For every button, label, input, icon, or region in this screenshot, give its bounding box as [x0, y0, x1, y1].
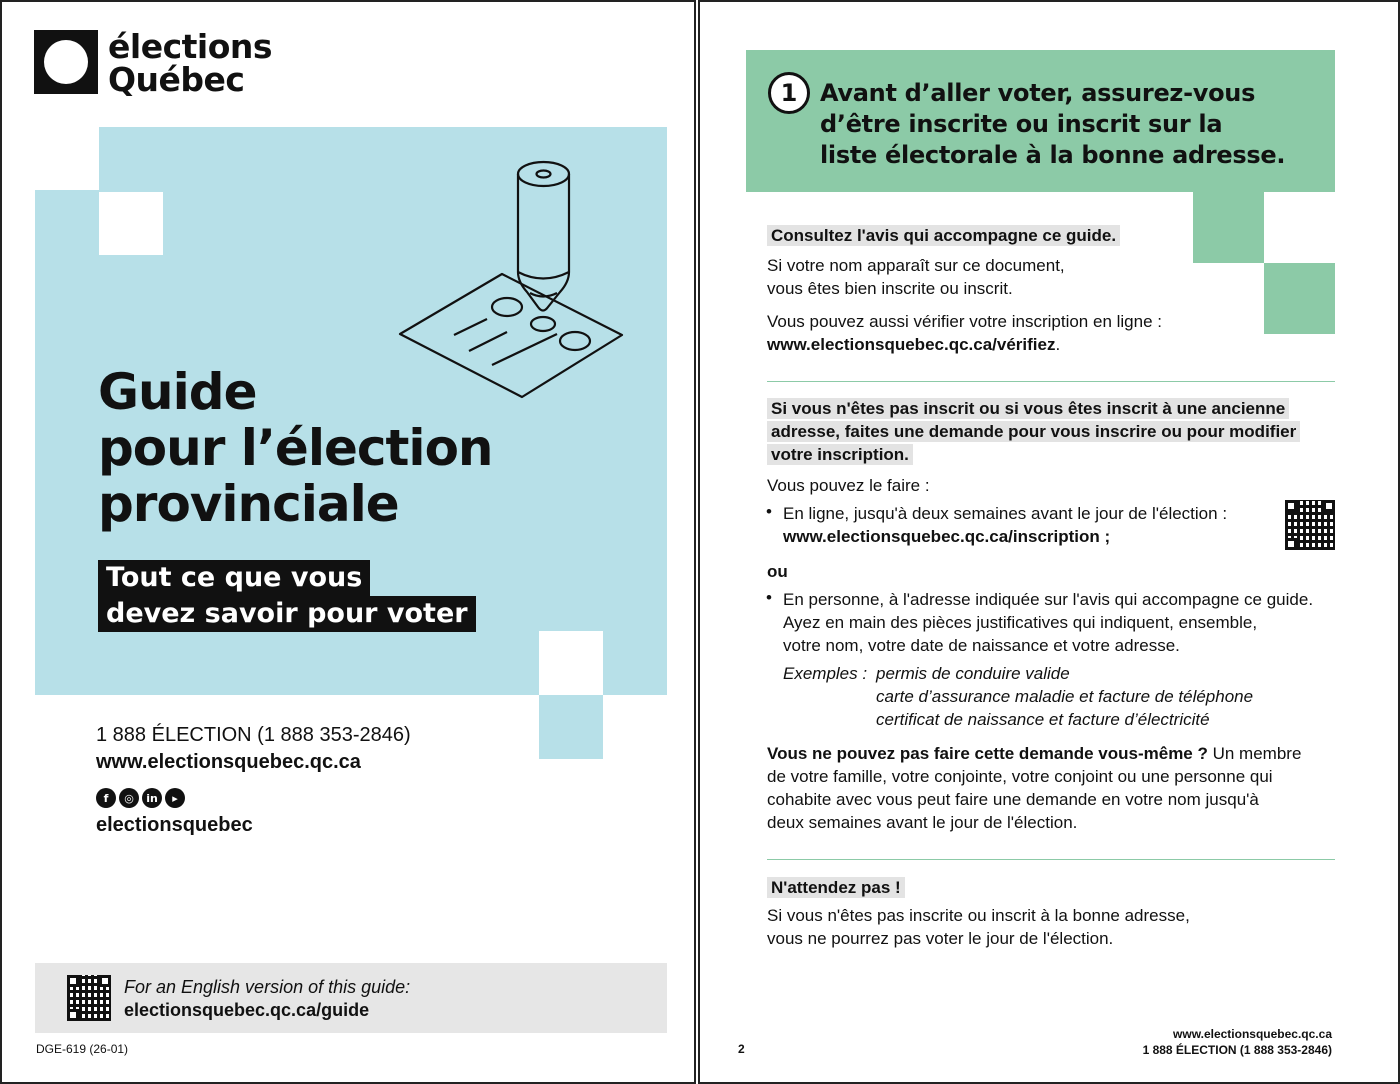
bullet-in-person-line2: Ayez en main des pièces justificatives qui indiquent, ensemble, — [783, 613, 1258, 632]
example-item: certificat de naissance et facture d’électricité — [876, 710, 1210, 729]
footer-phone: 1 888 ÉLECTION (1 888 353-2846) — [1142, 1043, 1332, 1057]
decorative-blue-square — [539, 695, 603, 759]
instagram-icon[interactable]: ◎ — [119, 788, 139, 808]
step-title-line1: Avant d’aller voter, assurez-vous — [820, 79, 1256, 107]
verify-link[interactable]: www.electionsquebec.qc.ca/vérifiez — [767, 335, 1056, 354]
logo-mark-icon — [34, 30, 98, 94]
cover-page — [0, 0, 696, 1084]
cover-title — [98, 364, 493, 532]
proxy-question: Vous ne pouvez pas faire cette demande vous-même ? — [767, 744, 1208, 763]
footer-website[interactable]: www.electionsquebec.qc.ca — [1173, 1027, 1332, 1041]
qr-code-icon[interactable] — [1285, 500, 1335, 550]
examples-list — [876, 662, 1253, 731]
section1-heading — [767, 224, 1120, 247]
section1-heading-text: Consultez l'avis qui accompagne ce guide. — [767, 225, 1120, 246]
section1-p1-line1: Si votre nom apparaît sur ce document, — [767, 256, 1065, 275]
section2-heading-line2: adresse, faites une demande pour vous inscrire ou pour modifier — [767, 421, 1300, 442]
qr-code-icon[interactable] — [67, 975, 111, 1021]
youtube-icon[interactable]: ▸ — [165, 788, 185, 808]
tagline-line1: Tout ce que vous — [98, 560, 370, 596]
section-divider — [767, 381, 1335, 382]
social-icons — [96, 788, 185, 808]
linkedin-icon[interactable]: in — [142, 788, 162, 808]
cover-title-line2: pour l’élection — [98, 419, 493, 477]
proxy-paragraph — [767, 742, 1301, 834]
or-separator: ou — [767, 562, 788, 581]
bullet-in-person-line1: En personne, à l'adresse indiquée sur l'avis qui accompagne ce guide. — [783, 590, 1314, 609]
logo-wordmark — [108, 27, 273, 99]
bullet-online-line1: En ligne, jusqu'à deux semaines avant le jour de l'élection : — [783, 504, 1228, 523]
step-title — [820, 78, 1285, 171]
proxy-line2: de votre famille, votre conjointe, votre conjoint ou une personne qui — [767, 767, 1273, 786]
section3-line2: vous ne pourrez pas voter le jour de l'élection. — [767, 929, 1114, 948]
section2-heading-line1: Si vous n'êtes pas inscrit ou si vous êtes inscrit à une ancienne — [767, 398, 1289, 419]
section1-p2-line1: Vous pouvez aussi vérifier votre inscription en ligne : — [767, 312, 1162, 331]
contact-phone: 1 888 ÉLECTION (1 888 353-2846) — [96, 724, 411, 746]
logo-line2: Québec — [108, 60, 245, 99]
section1-p1-line2: vous êtes bien inscrite ou inscrit. — [767, 279, 1013, 298]
decorative-green-square — [1193, 192, 1264, 263]
proxy-line1-rest: Un membre — [1207, 744, 1302, 763]
proxy-line4: deux semaines avant le jour de l'élection. — [767, 813, 1078, 832]
section3-paragraph — [767, 904, 1190, 950]
page-number: 2 — [738, 1042, 745, 1056]
elections-quebec-logo — [34, 27, 273, 99]
facebook-icon[interactable]: f — [96, 788, 116, 808]
step-title-line3: liste électorale à la bonne adresse. — [820, 141, 1286, 169]
english-version-label: For an English version of this guide: — [124, 977, 411, 997]
section3-heading — [767, 876, 905, 899]
proxy-line3: cohabite avec vous peut faire une demande en votre nom jusqu'à — [767, 790, 1259, 809]
document-number: DGE-619 (26-01) — [36, 1042, 129, 1056]
english-version-box — [35, 963, 667, 1033]
bullet-in-person — [783, 588, 1313, 657]
examples-label: Exemples : — [783, 664, 868, 683]
decorative-white-square — [539, 631, 603, 695]
english-version-link[interactable]: electionsquebec.qc.ca/guide — [124, 1000, 370, 1020]
decorative-white-square — [99, 192, 163, 255]
section2-heading-line3: votre inscription. — [767, 444, 913, 465]
section3-line1: Si vous n'êtes pas inscrite ou inscrit à la bonne adresse, — [767, 906, 1190, 925]
example-item: permis de conduire valide — [876, 664, 1070, 683]
content-page — [698, 0, 1400, 1084]
registration-link[interactable]: www.electionsquebec.qc.ca/inscription — [783, 527, 1100, 546]
section1-paragraph1 — [767, 254, 1065, 300]
decorative-green-square — [1264, 263, 1335, 334]
decorative-white-square — [1193, 263, 1264, 334]
cover-title-line3: provinciale — [98, 475, 399, 533]
contact-website-link[interactable]: www.electionsquebec.qc.ca — [96, 751, 361, 773]
section1-paragraph2 — [767, 310, 1162, 356]
bullet-online — [783, 502, 1227, 548]
tagline-line2: devez savoir pour voter — [98, 596, 476, 632]
logo-line1: élections — [108, 27, 273, 66]
cover-tagline — [98, 560, 476, 632]
section-divider — [767, 859, 1335, 860]
section2-heading — [767, 397, 1337, 466]
step-number-badge: 1 — [768, 72, 810, 114]
section3-heading-text: N'attendez pas ! — [767, 877, 905, 898]
section2-intro: Vous pouvez le faire : — [767, 476, 930, 495]
decorative-white-square — [35, 127, 99, 190]
social-handle: electionsquebec — [96, 814, 253, 836]
bullet-dot: • — [766, 588, 772, 607]
bullet-dot: • — [766, 502, 772, 521]
verify-link-period: . — [1055, 335, 1061, 354]
example-item: carte d’assurance maladie et facture de téléphone — [876, 687, 1254, 706]
registration-link-end: ; — [1099, 527, 1111, 546]
step-title-line2: d’être inscrite ou inscrit sur la — [820, 110, 1223, 138]
cover-title-line1: Guide — [98, 363, 257, 421]
bullet-in-person-line3: votre nom, votre date de naissance et votre adresse. — [783, 636, 1180, 655]
decorative-white-square — [1264, 192, 1335, 263]
